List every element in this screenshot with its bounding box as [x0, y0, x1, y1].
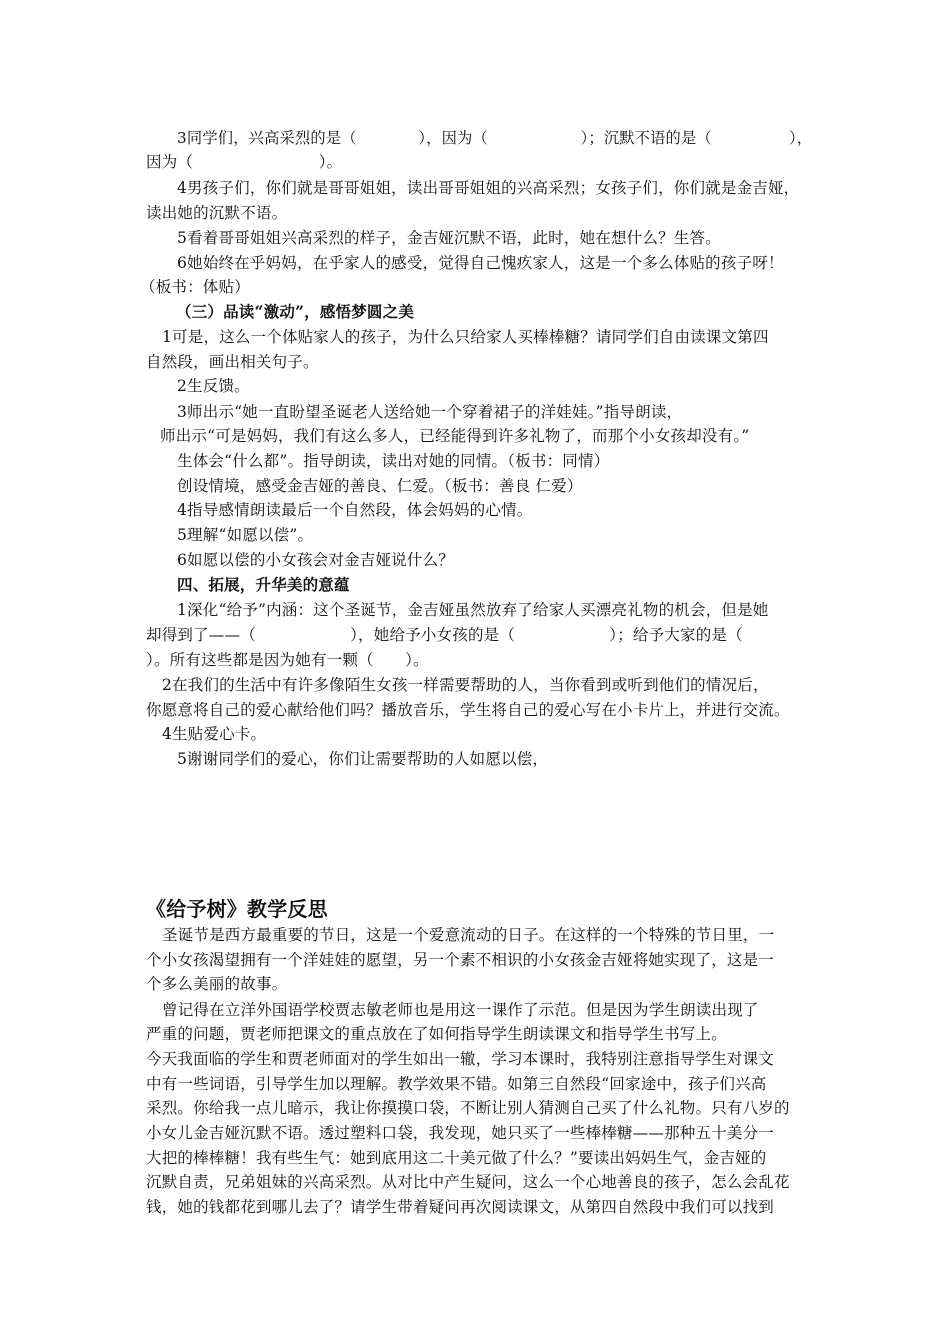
lesson-line: 创设情境，感受金吉娅的善良、仁爱。（板书：善良 仁爱）	[177, 477, 583, 495]
reflection-line: 钱，她的钱都花到哪儿去了？请学生带着疑问再次阅读课文，从第四自然段中我们可以找到	[146, 1198, 775, 1216]
lesson-line: 生体会“什么都”。指导朗读，读出对她的同情。（板书：同情）	[177, 452, 610, 470]
reflection-line: 小女儿金吉娅沉默不语。透过塑料口袋，我发现，她只买了一些棒棒糖——那种五十美分一	[146, 1124, 775, 1142]
reflection-line: 大把的棒棒糖！我有些生气：她到底用这二十美元做了什么？”要读出妈妈生气，金吉娅的	[146, 1149, 767, 1167]
lesson-line: 3同学们，兴高采烈的是（ ），因为（ ）；沉默不语的是（ ），	[177, 129, 813, 147]
reflection-line: 曾记得在立洋外国语学校贾志敏老师也是用这一课作了示范。但是因为学生朗读出现了	[162, 1001, 759, 1019]
lesson-line: 自然段，画出相关句子。	[146, 353, 319, 371]
lesson-line: 师出示“可是妈妈，我们有这么多人，已经能得到许多礼物了，而那个小女孩却没有。”	[160, 427, 750, 445]
section-heading: 四、拓展，升华美的意蕴	[177, 575, 350, 594]
reflection-line: 今天我面临的学生和贾老师面对的学生如出一辙，学习本课时，我特别注意指导学生对课文	[146, 1050, 775, 1068]
reflection-line: 采烈。你给我一点儿暗示，我让你摸摸口袋，不断让别人猜测自己买了什么礼物。只有八岁的	[146, 1099, 790, 1117]
reflection-line: 个小女孩渴望拥有一个洋娃娃的愿望，另一个素不相识的小女孩金吉娅将她实现了，这是一	[146, 951, 775, 969]
reflection-line: 圣诞节是西方最重要的节日，这是一个爱意流动的日子。在这样的一个特殊的节日里，一	[162, 926, 775, 944]
lesson-line: 4男孩子们，你们就是哥哥姐姐，读出哥哥姐姐的兴高采烈；女孩子们，你们就是金吉娅，	[177, 179, 800, 197]
reflection-line: 中有一些词语，引导学生加以理解。教学效果不错。如第三自然段“回家途中，孩子们兴高	[146, 1075, 767, 1093]
lesson-line: 4指导感情朗读最后一个自然段，体会妈妈的心情。	[177, 501, 533, 519]
lesson-line: 4生贴爱心卡。	[162, 725, 267, 743]
lesson-line: ）。所有这些都是因为她有一颗（ ）。	[146, 651, 429, 669]
lesson-line: （板书：体贴）	[140, 278, 250, 296]
lesson-line: 6如愿以偿的小女孩会对金吉娅说什么？	[177, 551, 454, 569]
lesson-line: 却得到了——（ ），她给予小女孩的是（ ）；给予大家的是（	[146, 626, 743, 644]
lesson-line: 因为（ ）。	[146, 153, 343, 171]
lesson-line: 2生反馈。	[177, 377, 250, 395]
lesson-line: 你愿意将自己的爱心献给他们吗？播放音乐，学生将自己的爱心写在小卡片上，并进行交流。	[146, 701, 790, 719]
reflection-line: 严重的问题，贾老师把课文的重点放在了如何指导学生朗读课文和指导学生书写上。	[146, 1025, 727, 1043]
reflection-title: 《给予树》教学反思	[146, 897, 328, 921]
lesson-line: 1可是，这么一个体贴家人的孩子，为什么只给家人买棒棒糖？请同学们自由读课文第四	[162, 328, 769, 346]
lesson-line: 5看着哥哥姐姐兴高采烈的样子，金吉娅沉默不语，此时，她在想什么？生答。	[177, 229, 721, 247]
reflection-line: 个多么美丽的故事。	[146, 975, 288, 993]
lesson-line: 1深化“给予”内涵：这个圣诞节，金吉娅虽然放弃了给家人买漂亮礼物的机会，但是她	[177, 601, 769, 619]
lesson-line: 5谢谢同学们的爱心，你们让需要帮助的人如愿以偿，	[177, 750, 549, 768]
lesson-line: 5理解“如愿以偿”。	[177, 526, 314, 544]
reflection-line: 沉默自责，兄弟姐妹的兴高采烈。从对比中产生疑问，这么一个心地善良的孩子，怎么会乱花	[146, 1173, 790, 1191]
lesson-line: 6她始终在乎妈妈，在乎家人的感受，觉得自己愧疚家人，这是一个多么体贴的孩子呀！	[177, 254, 784, 272]
lesson-line: 2在我们的生活中有许多像陌生女孩一样需要帮助的人，当你看到或听到他们的情况后，	[162, 676, 769, 694]
lesson-line: 读出她的沉默不语。	[146, 204, 288, 222]
lesson-line: 3师出示“她一直盼望圣诞老人送给她一个穿着裙子的洋娃娃。”指导朗读，	[177, 403, 683, 421]
section-heading: （三）品读“激动”，感悟梦圆之美	[176, 302, 415, 321]
